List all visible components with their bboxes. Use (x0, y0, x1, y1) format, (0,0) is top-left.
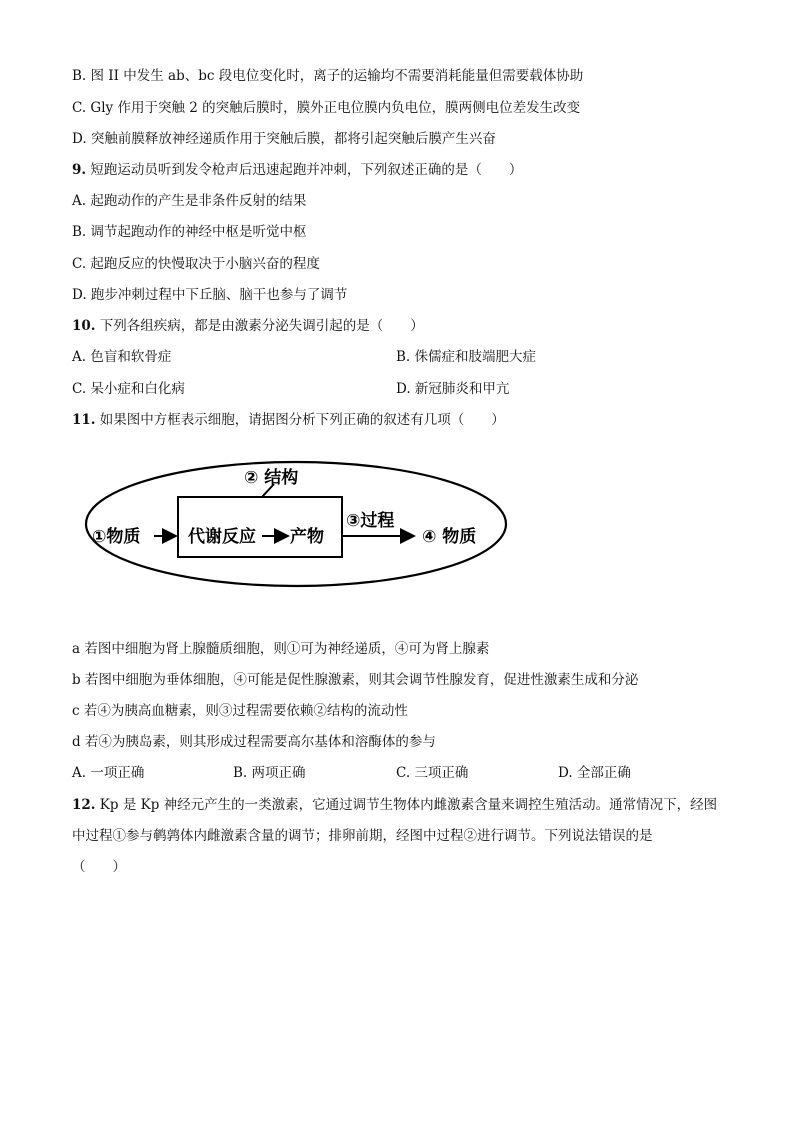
question-number: 9. (72, 162, 87, 178)
q9-option-a: A. 起跑动作的产生是非条件反射的结果 (72, 193, 307, 209)
structure-label: ② 结构 (244, 468, 299, 488)
q11-statement-a: a 若图中细胞为肾上腺髓质细胞，则①可为神经递质，④可为肾上腺素 (72, 641, 490, 657)
question-number: 12. (72, 797, 96, 813)
q11-option-d: D. 全部正确 (558, 765, 631, 781)
option-c-prev: C. Gly 作用于突触 2 的突触后膜时，膜外正电位膜内负电位，膜两侧电位差发生改变 (72, 100, 581, 116)
reaction-label: 代谢反应 (188, 527, 256, 547)
q11-statement-d: d 若④为胰岛素，则其形成过程需要高尔基体和溶酶体的参与 (72, 734, 436, 750)
question-number: 10. (72, 318, 96, 334)
question-12 (72, 796, 717, 814)
question-stem-line-1: Kp 是 Kp 神经元产生的一类激素，它通过调节生物体内雌激素含量来调控生殖活动。通常情况下，经图 (99, 797, 718, 813)
q11-option-b: B. 两项正确 (233, 765, 306, 781)
question-stem-line-3: （ ） (72, 859, 126, 875)
question-stem: 如果图中方框表示细胞，请据图分析下列正确的叙述有几项（ ） (99, 412, 505, 428)
q10-option-d: D. 新冠肺炎和甲亢 (396, 381, 510, 397)
product-label: 产物 (290, 527, 324, 547)
process-label: ③过程 (346, 511, 395, 531)
option-b-prev: B. 图 II 中发生 ab、bc 段电位变化时，离子的运输均不需要消耗能量但需要载体协助 (72, 68, 584, 84)
question-11 (72, 411, 505, 429)
question-stem-line-2: 中过程①参与鹌鹑体内雌激素含量的调节；排卵前期，经图中过程②进行调节。下列说法错误的是 (72, 828, 653, 844)
q11-option-a: A. 一项正确 (72, 765, 145, 781)
question-stem: 下列各组疾病，都是由激素分泌失调引起的是（ ） (99, 318, 424, 334)
substance-1-label: ①物质 (92, 527, 141, 547)
question-stem: 短跑运动员听到发令枪声后迅速起跑并冲刺，下列叙述正确的是（ ） (90, 162, 523, 178)
q10-option-b: B. 侏儒症和肢端肥大症 (396, 349, 537, 365)
question-9 (72, 161, 522, 179)
option-d-prev: D. 突触前膜释放神经递质作用于突触后膜，都将引起突触后膜产生兴奋 (72, 131, 496, 147)
q10-option-c: C. 呆小症和白化病 (72, 381, 185, 397)
q10-option-a: A. 色盲和软骨症 (72, 349, 172, 365)
q11-statement-b: b 若图中细胞为垂体细胞，④可能是促性腺激素，则其会调节性腺发育，促进性激素生成和分泌 (72, 672, 639, 688)
cell-diagram (78, 456, 518, 596)
q11-statement-c: c 若④为胰高血糖素，则③过程需要依赖②结构的流动性 (72, 703, 408, 719)
q9-option-b: B. 调节起跑动作的神经中枢是听觉中枢 (72, 224, 307, 240)
q9-option-c: C. 起跑反应的快慢取决于小脑兴奋的程度 (72, 256, 320, 272)
question-10 (72, 317, 424, 335)
q9-option-d: D. 跑步冲刺过程中下丘脑、脑干也参与了调节 (72, 287, 348, 303)
substance-4-label: ④ 物质 (422, 527, 477, 547)
q11-option-c: C. 三项正确 (396, 765, 469, 781)
question-number: 11. (72, 412, 96, 428)
